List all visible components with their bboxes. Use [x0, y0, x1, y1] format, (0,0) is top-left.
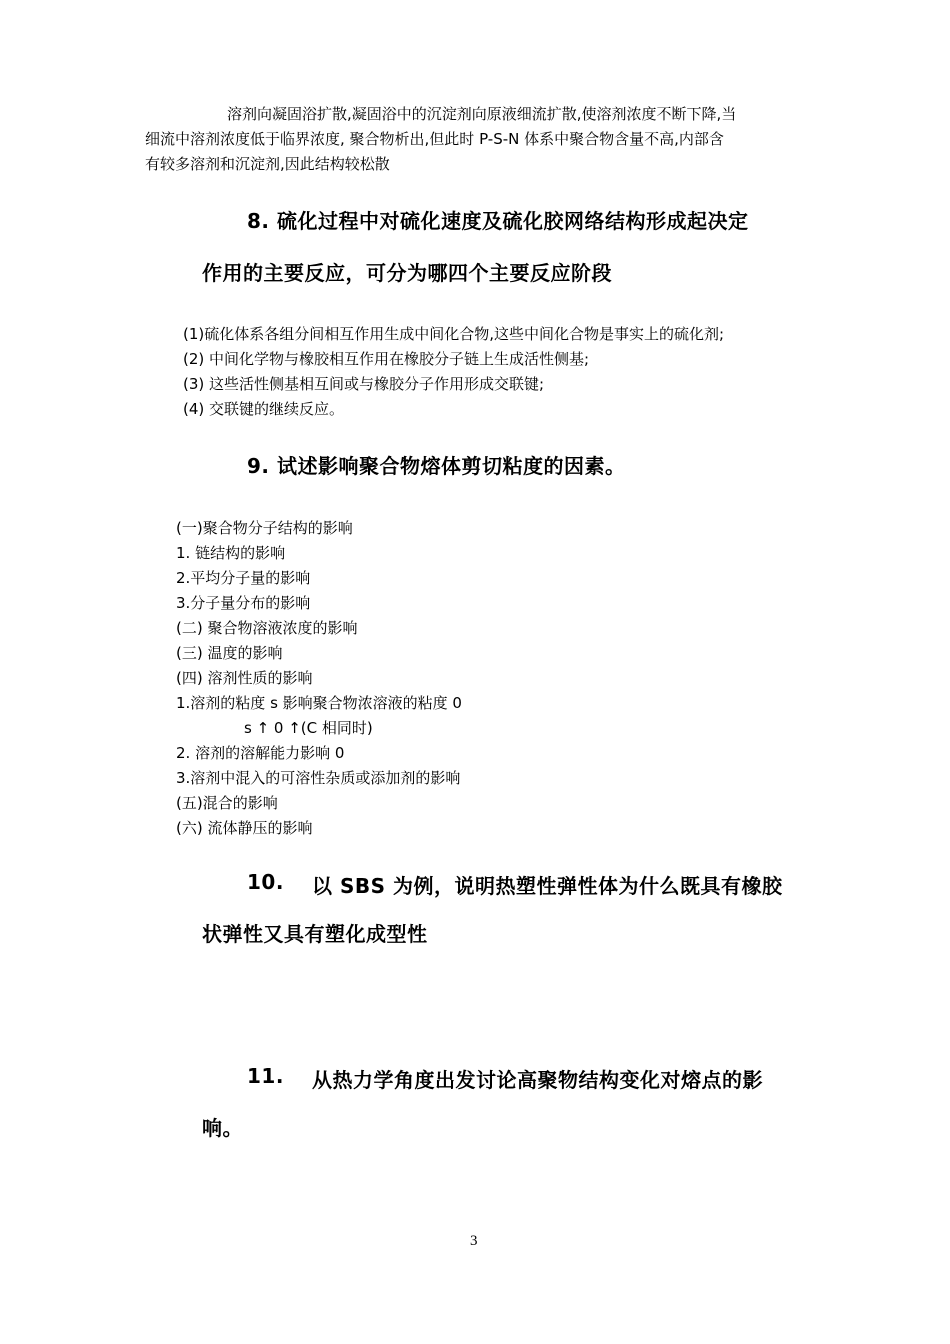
q10-heading-line-2: 状弹性又具有塑化成型性 [202, 922, 428, 946]
q8-heading-line-1: 8. 硫化过程中对硫化速度及硫化胶网络结构形成起决定 [247, 209, 749, 233]
q11-number: 11. [247, 1064, 284, 1088]
intro-line-3: 有较多溶剂和沉淀剂,因此结构较松散 [145, 155, 390, 173]
list-item: (4) 交联键的继续反应。 [183, 400, 345, 418]
q10-number: 10. [247, 870, 284, 894]
list-item: (2) 中间化学物与橡胶相互作用在橡胶分子链上生成活性侧基; [183, 350, 590, 368]
list-item: (六) 流体静压的影响 [176, 819, 313, 837]
list-item: 1. 链结构的影响 [176, 544, 286, 562]
q8-heading-line-2: 作用的主要反应，可分为哪四个主要反应阶段 [202, 261, 612, 285]
list-item: s ↑ 0 ↑(C 相同时) [244, 719, 373, 737]
list-item: (三) 温度的影响 [176, 644, 283, 662]
list-item: (1)硫化体系各组分间相互作用生成中间化合物,这些中间化合物是事实上的硫化剂; [183, 325, 725, 343]
q10-heading-line-1: 以 SBS 为例，说明热塑性弹性体为什么既具有橡胶 [312, 874, 783, 898]
list-item: 3.分子量分布的影响 [176, 594, 311, 612]
list-item: (五)混合的影响 [176, 794, 278, 812]
q11-heading-line-2: 响。 [202, 1116, 243, 1140]
q9-heading: 9. 试述影响聚合物熔体剪切粘度的因素。 [247, 454, 626, 478]
list-item: (四) 溶剂性质的影响 [176, 669, 313, 687]
intro-line-1: 溶剂向凝固浴扩散,凝固浴中的沉淀剂向原液细流扩散,使溶剂浓度不断下降,当 [227, 105, 737, 123]
list-item: (一)聚合物分子结构的影响 [176, 519, 353, 537]
list-item: 3.溶剂中混入的可溶性杂质或添加剂的影响 [176, 769, 461, 787]
list-item: (二) 聚合物溶液浓度的影响 [176, 619, 358, 637]
list-item: (3) 这些活性侧基相互间或与橡胶分子作用形成交联键; [183, 375, 545, 393]
page-number: 3 [470, 1233, 478, 1249]
list-item: 2.平均分子量的影响 [176, 569, 311, 587]
q11-heading-line-1: 从热力学角度出发讨论高聚物结构变化对熔点的影 [312, 1068, 763, 1092]
intro-line-2: 细流中溶剂浓度低于临界浓度, 聚合物析出,但此时 P-S-N 体系中聚合物含量不高,内部含 [145, 130, 724, 148]
list-item: 1.溶剂的粘度 s 影响聚合物浓溶液的粘度 0 [176, 694, 462, 712]
list-item: 2. 溶剂的溶解能力影响 0 [176, 744, 345, 762]
